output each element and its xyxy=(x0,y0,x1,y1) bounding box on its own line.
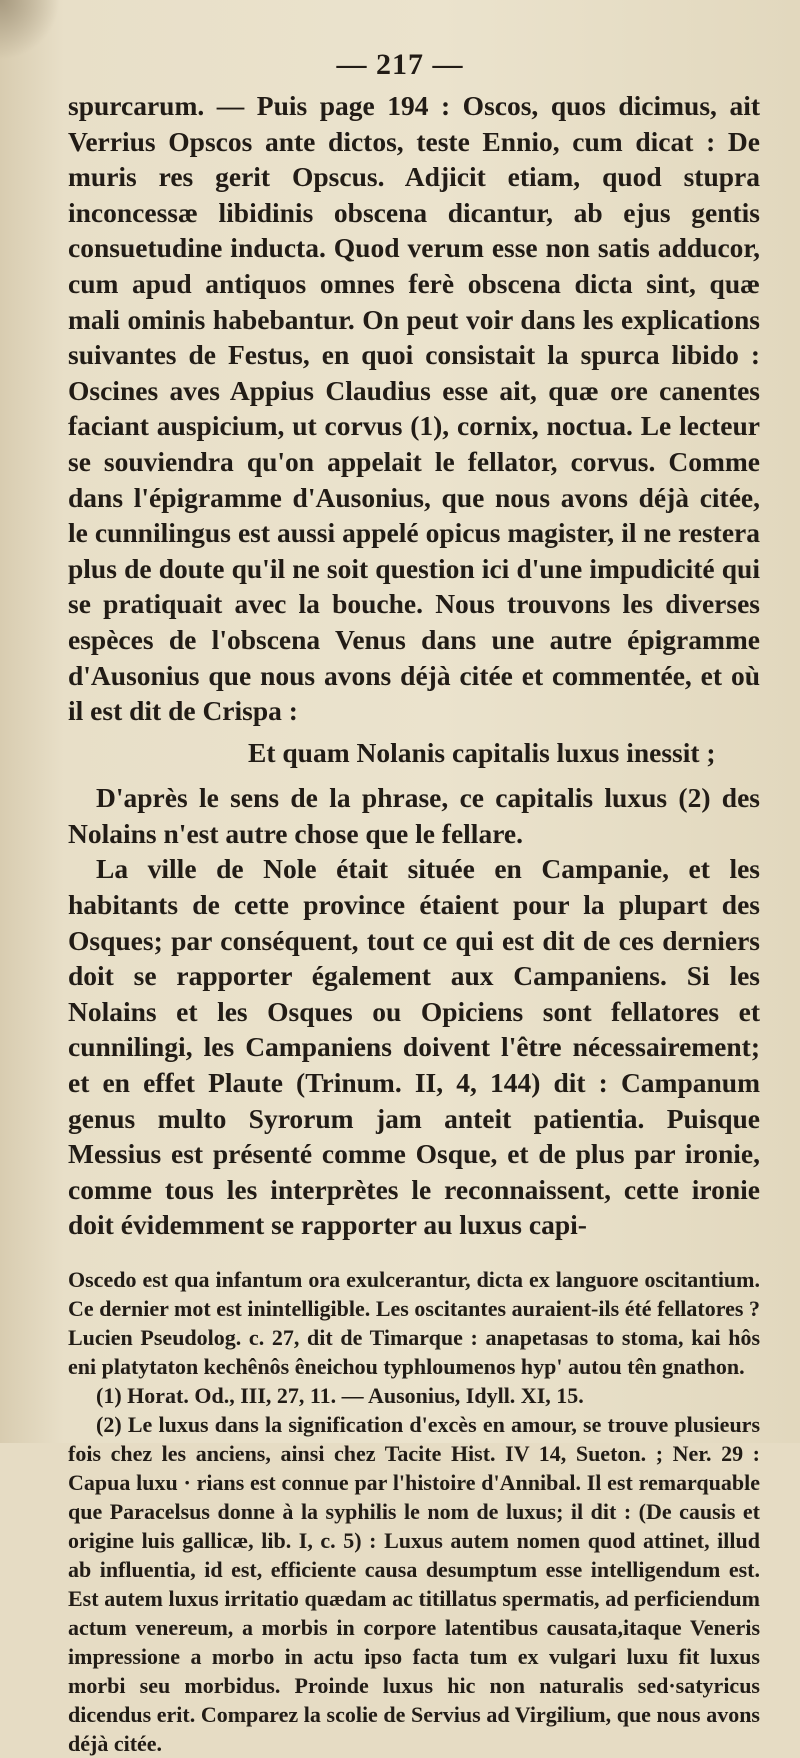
footnotes xyxy=(68,1265,760,1758)
verse-quote: Et quam Nolanis capitalis luxus inessit ; xyxy=(248,736,716,768)
main-text xyxy=(68,88,760,1243)
footnote-1: (1) Horat. Od., III, 27, 11. — Ausonius, Idyll. XI, 15. xyxy=(96,1383,584,1408)
page-number: — 217 — xyxy=(336,48,464,81)
footnote-continuation: Oscedo est qua infantum ora exulcerantur, dicta ex languore oscitantium. Ce dernier mot est inintelligible. Les oscitantes auraient-ils été fellatores ? Lucien Pseudolog. c. 27, dit de Timarque : anapetasas to stoma, kai hôs eni platytaton kechênôs êneichou typhloumenos hyp' autou tên gnathon. xyxy=(68,1267,760,1379)
body-paragraph-1: spurcarum. — Puis page 194 : Oscos, quos dicimus, ait Verrius Opscos ante dictos, teste Ennio, cum dicat : De muris res gerit Opscus. Adjicit etiam, quod stupra inconcessæ libidinis obscena dicantur, ab ejus gentis consuetudine inducta. Quod verum esse non satis adducor, cum apud antiquos omnes ferè obscena dicta sint, quæ mali ominis habebantur. On peut voir dans les explications suivantes de Festus, en quoi consistait la spurca libido : Oscines aves Appius Claudius esse ait, quæ ore canentes faciant auspicium, ut corvus (1), cornix, noctua. Le lecteur se souviendra qu'on appelait le fellator, corvus. Comme dans l'épigramme d'Ausonius, que nous avons déjà citée, le cunnilingus est aussi appelé opicus magister, il ne restera plus de doute qu'il ne soit question ici d'une impudicité qui se pratiquait avec la bouche. Nous trouvons les diverses espèces de l'obscena Venus dans une autre épigramme d'Ausonius que nous avons déjà citée et commentée, et où il est dit de Crispa : xyxy=(68,90,760,727)
body-paragraph-2: D'après le sens de la phrase, ce capitalis luxus (2) des Nolains n'est autre chose que le fellare. xyxy=(68,782,760,849)
body-paragraph-3: La ville de Nole était située en Campanie, et les habitants de cette province étaient pour la plupart des Osques; par conséquent, tout ce qui est dit de ces derniers doit se rapporter également aux Campaniens. Si les Nolains et les Osques ou Opiciens sont fellatores et cunnilingi, les Campaniens doivent l'être nécessairement; et en effet Plaute (Trinum. II, 4, 144) dit : Campanum genus multo Syrorum jam anteit patientia. Puisque Messius est présenté comme Osque, et de plus par ironie, comme tous les interprètes le reconnaissent, cette ironie doit évidemment se rapporter au luxus capi- xyxy=(68,853,760,1241)
footnote-2: (2) Le luxus dans la signification d'excès en amour, se trouve plusieurs fois chez les anciens, ainsi chez Tacite Hist. IV 14, Sueton. ; Ner. 29 : Capua luxu · rians est connue par l'histoire d'Annibal. Il est remarquable que Paracelsus donne à la syphilis le nom de luxus; il dit : (De causis et origine luis gallicæ, lib. I, c. 5) : Luxus autem nomen quod attinet, illud ab influentia, id est, efficiente causa desumptum esse intelligendum est. Est autem luxus irritatio quædam ac titillatus spermatis, ad perficiendum actum venereum, a morbis in corpore latentibus causata,itaque Veneris impressione a morbo in actu ipso facta tum ex vulgari luxu fit luxus morbi seu morbidus. Proinde luxus hic non naturalis sed·satyricus dicendus erit. Comparez la scolie de Servius ad Virgilium, que nous avons déjà citée. xyxy=(68,1412,760,1756)
